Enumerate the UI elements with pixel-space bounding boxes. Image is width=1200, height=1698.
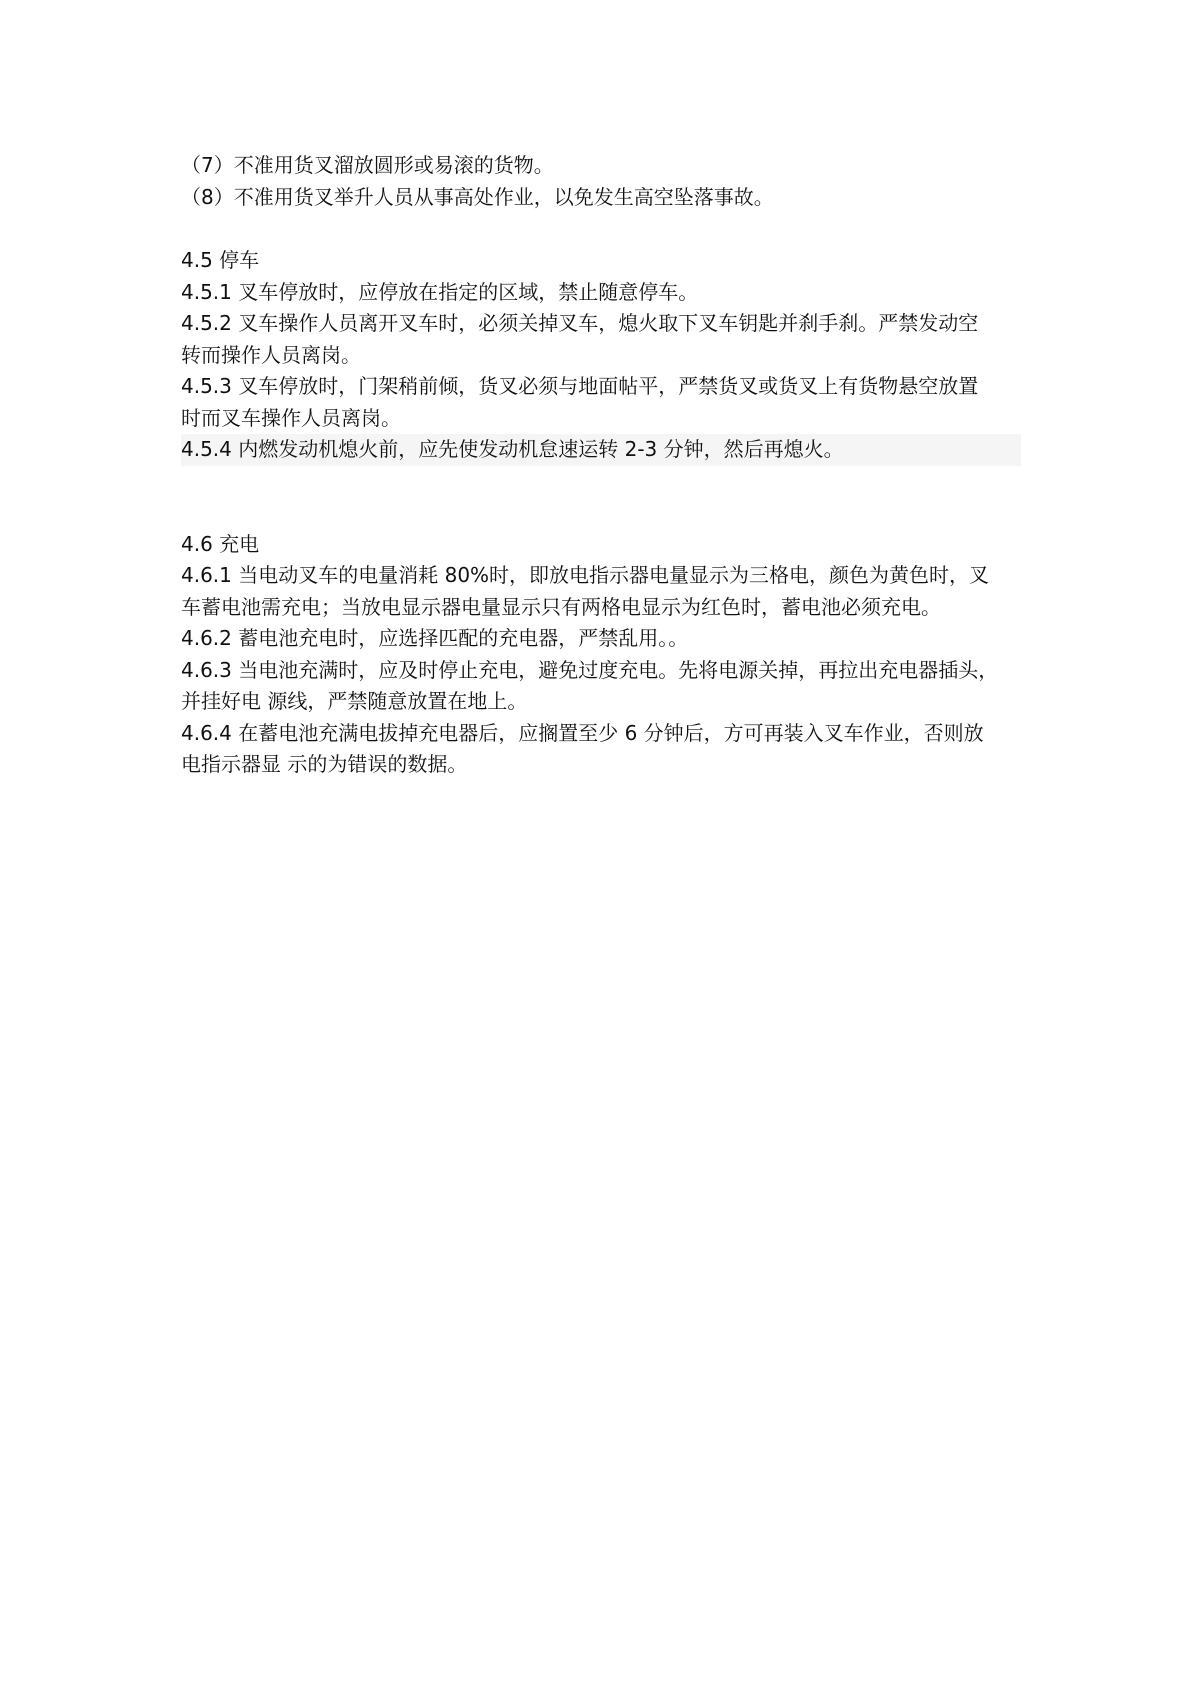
paragraph-line: 并挂好电 源线，严禁随意放置在地上。 <box>181 689 528 713</box>
section-charging <box>181 529 1031 781</box>
spacer <box>181 213 1031 245</box>
paragraph-line: 4.6.1 当电动叉车的电量消耗 80%时，即放电指示器电量显示为三格电，颜色为黄色时，叉 <box>181 563 990 587</box>
paragraph-line: 转而操作人员离岗。 <box>181 342 361 367</box>
document-content <box>181 150 1031 781</box>
prohibition-list <box>181 150 1031 213</box>
paragraph-line: 4.5.1 叉车停放时，应停放在指定的区域，禁止随意停车。 <box>181 279 699 304</box>
paragraph-line: 4.5.2 叉车操作人员离开叉车时，必须关掉叉车，熄火取下叉车钥匙并刹手刹。严禁发动空 <box>181 311 979 335</box>
paragraph-line: 电指示器显 示的为错误的数据。 <box>181 752 468 776</box>
paragraph-line: 4.6.4 在蓄电池充满电拔掉充电器后，应搁置至少 6 分钟后，方可再装入叉车作业，否则放 <box>181 720 984 745</box>
paragraph-line: 4.6.3 当电池充满时，应及时停止充电，避免过度充电。先将电源关掉，再拉出充电器插头， <box>181 657 999 682</box>
section-heading: 4.6 充电 <box>181 531 260 556</box>
paragraph-line: 时而叉车操作人员离岗。 <box>181 405 401 430</box>
paragraph-line: 4.6.2 蓄电池充电时，应选择匹配的充电器，严禁乱用。。 <box>181 626 689 650</box>
section-heading: 4.5 停车 <box>181 248 260 272</box>
list-item: （8）不准用货叉举升人员从事高处作业，以免发生高空坠落事故。 <box>181 184 774 209</box>
paragraph-line: 车蓄电池需充电；当放电显示器电量显示只有两格电显示为红色时，蓄电池必须充电。 <box>181 594 941 619</box>
section-parking <box>181 245 1031 466</box>
paragraph-line-highlighted: 4.5.4 内燃发动机熄火前，应先使发动机怠速运转 2-3 分钟，然后再熄火。 <box>181 434 1021 466</box>
paragraph-line: 4.5.3 叉车停放时，门架稍前倾，货叉必须与地面帖平，严禁货叉或货叉上有货物悬空放置 <box>181 374 979 398</box>
list-item: （7）不准用货叉溜放圆形或易滚的货物。 <box>181 153 554 177</box>
spacer <box>181 466 1031 529</box>
